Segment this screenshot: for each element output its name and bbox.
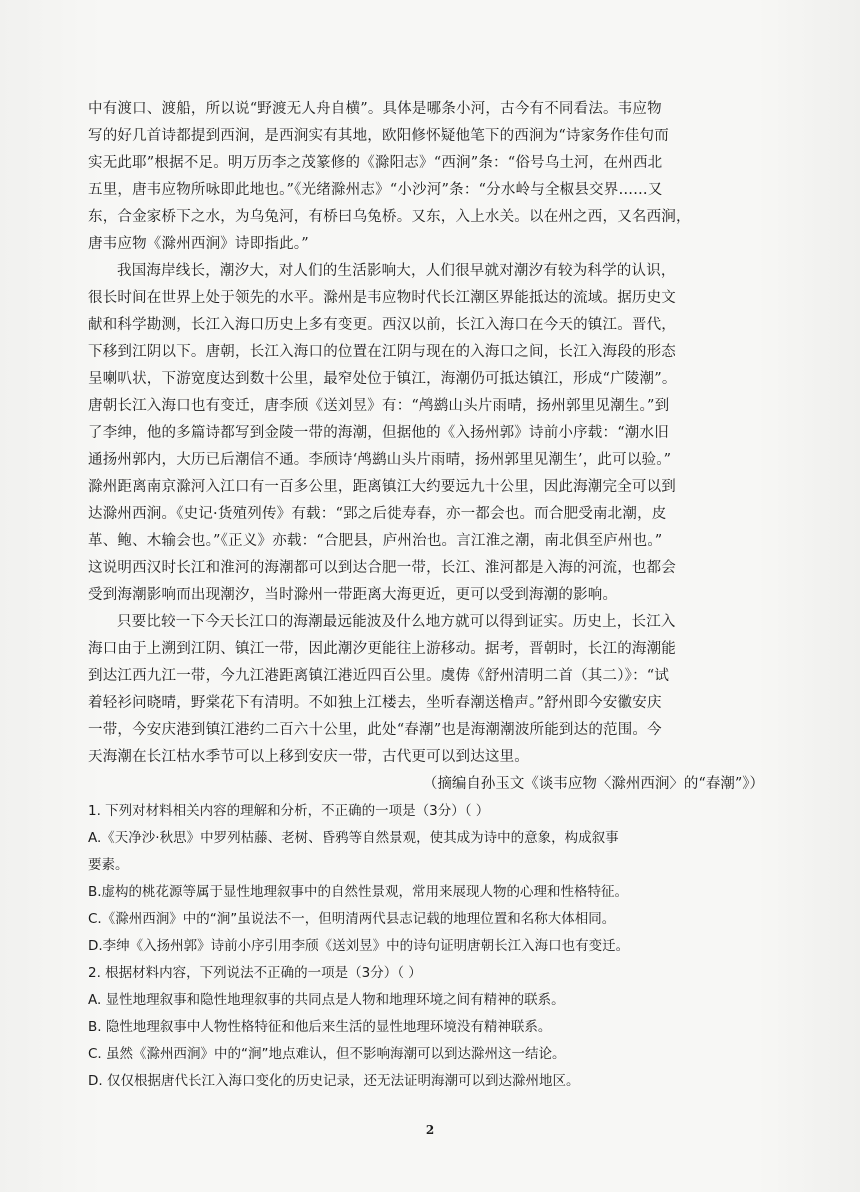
text-line: 天海潮在长江枯水季节可以上移到安庆一带，古代更可以到达这里。: [88, 749, 529, 765]
option-a-continued: 要素。: [88, 857, 129, 873]
text-line: 只要比较一下今天长江口的海潮最远能波及什么地方就可以得到证实。历史上，长江入: [117, 614, 676, 630]
text-line: 了李绅，他的多篇诗都写到金陵一带的海潮，但据他的《入扬州郭》诗前小序载：“潮水旧: [88, 425, 669, 441]
text-line: 唐朝长江入海口也有变迁，唐李颀《送刘昱》有：“鸬鹚山头片雨晴，扬州郭里见潮生。”到: [88, 398, 670, 414]
text-line: 写的好几首诗都提到西涧，是西涧实有其地，欧阳修怀疑他笔下的西涧为“诗家务作佳句而: [88, 128, 669, 144]
text-line: 海口由于上溯到江阴、镇江一带，因此潮汐更能往上游移动。据考，晋朝时，长江的海潮能: [88, 641, 676, 657]
option-a: A. 显性地理叙事和隐性地理叙事的共同点是人物和地理环境之间有精神的联系。: [88, 992, 565, 1008]
text-line: 东，合金家桥下之水，为乌兔河，有桥曰乌兔桥。又东，入上水关。以在州之西，又名西涧，: [88, 209, 691, 225]
text-line: 受到海潮影响而出现潮汐，当时滁州一带距离大海更近，更可以受到海潮的影响。: [88, 587, 618, 603]
option-b: B. 隐性地理叙事中人物性格特征和他后来生活的显性地理环境没有精神联系。: [88, 1019, 552, 1035]
paragraph-2: [88, 258, 778, 609]
paragraph-1: [88, 96, 778, 258]
text-line: 五里，唐韦应物所咏即此地也。”《光绪滁州志》“小沙河”条：“分水岭与全椒县交界……又: [88, 182, 663, 198]
text-line: 达滁州西涧。《史记·货殖列传》有载：“郢之后徙寿春，亦一都会也。而合肥受南北潮，皮: [88, 506, 667, 522]
option-b: B.虚构的桃花源等属于显性地理叙事中的自然性景观，常用来展现人物的心理和性格特征。: [88, 884, 629, 900]
text-line: 着轻衫问晓晴，野棠花下有清明。不如独上江楼去，坐听春潮送橹声。”舒州即今安徽安庆: [88, 695, 662, 711]
page-number: 2: [425, 1123, 435, 1137]
text-line: 一带，今安庆港到镇江港约二百六十公里，此处“春潮”也是海潮潮波所能到达的范围。今: [88, 722, 662, 738]
text-line: 我国海岸线长，潮汐大，对人们的生活影响大，人们很早就对潮汐有较为科学的认识，: [117, 263, 676, 279]
text-line: 献和科学勘测，长江入海口历史上多有变更。西汉以前，长江入海口在今天的镇江。晋代，: [88, 317, 676, 333]
paragraph-3: [88, 609, 778, 771]
option-d: D. 仅仅根据唐代长江入海口变化的历史记录，还无法证明海潮可以到达滁州地区。: [88, 1073, 580, 1089]
text-line: 呈喇叭状，下游宽度达到数十公里，最窄处位于镇江，海潮仍可抵达镇江，形成“广陵潮”。: [88, 371, 677, 387]
option-c: C.《滁州西涧》中的“涧”虽说法不一，但明清两代县志记载的地理位置和名称大体相同。: [88, 911, 616, 927]
source-citation: （摘编自孙玉文《谈韦应物〈滁州西涧〉的“春潮”》）: [422, 776, 764, 792]
option-d: D.李绅《入扬州郭》诗前小序引用李颀《送刘昱》中的诗句证明唐朝长江入海口也有变迁。: [88, 938, 630, 954]
text-line: 很长时间在世界上处于领先的水平。滁州是韦应物时代长江潮区界能抵达的流域。据历史文: [88, 290, 676, 306]
text-line: 这说明西汉时长江和淮河的海潮都可以到达合肥一带，长江、淮河都是入海的河流，也都会: [88, 560, 676, 576]
question-stem: 1. 下列对材料相关内容的理解和分析，不正确的一项是（3分）（ ）: [88, 803, 490, 819]
text-line: 通扬州郭内，大历已后潮信不通。李颀诗‘鸬鹚山头片雨晴，扬州郭里见潮生’，此可以验。”: [88, 452, 672, 468]
text-line: 唐韦应物《滁州西涧》诗即指此。”: [88, 236, 309, 252]
text-line: 到达江西九江一带，今九江港距离镇江港近四百公里。虞俦《舒州清明二首（其二）》：“试: [88, 668, 670, 684]
option-a: A.《天净沙·秋思》中罗列枯藤、老树、昏鸦等自然景观，使其成为诗中的意象，构成叙事: [88, 830, 619, 846]
text-line: 革、鲍、木输会也。”《正义》亦载：“合肥县，庐州治也。言江淮之潮，南北俱至庐州也。”: [88, 533, 663, 549]
question-2: [88, 960, 778, 1095]
question-stem: 2. 根据材料内容，下列说法不正确的一项是（3分）（ ）: [88, 965, 422, 981]
text-line: 滁州距离南京滁河入江口有一百多公里，距离镇江大约要远九十公里，因此海潮完全可以到: [88, 479, 676, 495]
text-line: 下移到江阴以下。唐朝，长江入海口的位置在江阴与现在的入海口之间，长江入海段的形态: [88, 344, 676, 360]
text-line: 中有渡口、渡船，所以说“野渡无人舟自横”。具体是哪条小河，古今有不同看法。韦应物: [88, 101, 662, 117]
text-line: 实无此耶”根据不足。明万历李之茂篆修的《滁阳志》“西涧”条：“俗号乌土河，在州西北: [88, 155, 663, 171]
question-1: [88, 798, 778, 960]
option-c: C. 虽然《滁州西涧》中的“涧”地点难认，但不影响海潮可以到达滁州这一结论。: [88, 1046, 566, 1062]
page-content: [88, 96, 778, 1095]
